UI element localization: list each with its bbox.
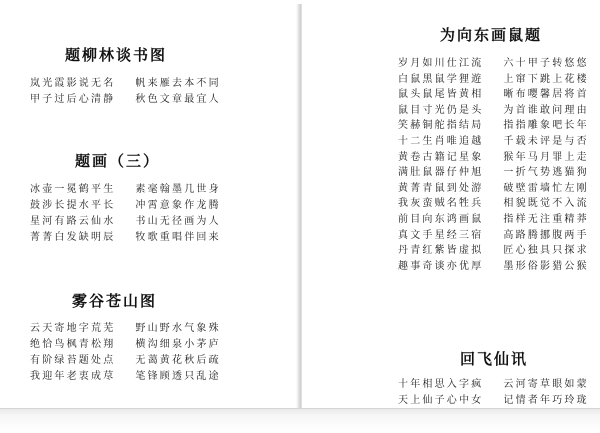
poem-title: 回飞仙讯	[460, 350, 529, 368]
poem-line: 黄菁青鼠到处游	[398, 182, 484, 194]
poem-line: 笑赫铜舵指结局	[398, 120, 484, 132]
poem-line: 上窜下跳上花楼	[503, 73, 589, 85]
poem-line: 绝恰鸟枫青松翔	[30, 339, 116, 350]
poem-title: 题柳林谈书图	[65, 46, 168, 64]
poem-line: 野山野水气象殊	[135, 323, 221, 334]
poem-line: 满肚鼠器仔仲旭	[398, 167, 484, 179]
poem-line: 相貌既觉不入流	[503, 198, 589, 210]
poem-line: 菁菁白发缺明辰	[30, 232, 116, 243]
poem-column	[135, 76, 220, 108]
poem-column	[30, 76, 115, 108]
poem-line: 冲霄意象作龙腾	[135, 200, 221, 211]
poem-line: 鼓涉长提水平长	[30, 200, 116, 211]
poem-line: 星河有路云仙水	[30, 216, 116, 227]
poem-column	[398, 377, 483, 409]
poem-line: 为首谁敢问理由	[503, 104, 589, 116]
poem-column	[135, 321, 220, 385]
poem-title: 雾谷苍山图	[72, 292, 158, 310]
poem-line: 一折气势逃猫狗	[503, 167, 589, 179]
poem-column	[503, 56, 588, 274]
poem-line: 云天寄地字荒芜	[30, 323, 116, 334]
poem-title: 为向东画鼠题	[440, 26, 543, 44]
poem-line: 书山无径画为人	[135, 216, 221, 227]
poem-line: 十二生肖唯追越	[398, 135, 484, 147]
right-page	[302, 4, 600, 408]
poem-column	[503, 377, 588, 409]
poem-line: 岚光霞影说无名	[30, 78, 116, 89]
poem-line: 真文手星经三宿	[398, 229, 484, 241]
poem-line: 冰壶一冕鹤平生	[30, 184, 116, 195]
poem-line: 我迎年老衷成荩	[30, 371, 116, 382]
poem-line: 有阶绿苔题处点	[30, 355, 116, 366]
poem-line: 千载未评是与否	[503, 135, 589, 147]
poem-line: 猴年马月罪上走	[503, 151, 589, 163]
poem-line: 岁月如川仕江流	[398, 58, 484, 69]
poem-line: 牧歌重唱伴回来	[135, 232, 221, 243]
poem-line: 墨形俗影猎公猴	[503, 260, 589, 272]
poem-line: 素毫翰墨几世身	[135, 184, 221, 195]
poem-line: 云河寄草眼如蒙	[503, 379, 589, 390]
poem-line: 帆来雁去本不同	[135, 78, 221, 89]
poem-body	[398, 56, 589, 274]
poem-line: 秋色文章最宜人	[135, 94, 221, 105]
book-bottom-edge	[0, 408, 600, 433]
poem-line: 我灰蛮贼名牲兵	[398, 198, 484, 210]
poem-line: 破壁雷墙忙左刚	[503, 182, 589, 194]
poem-line: 六十甲子转悠悠	[503, 58, 589, 69]
poem-line: 十年相思入字疯	[398, 379, 484, 390]
poem-line: 横沟细泉小茅庐	[135, 339, 221, 350]
poem-line: 天上仙子心中女	[398, 395, 484, 406]
poem-line: 指样无注重精莽	[503, 213, 589, 225]
poem-line: 无蔼黄花秋后疏	[135, 355, 221, 366]
poem-line: 鼠目寸光仍是头	[398, 104, 484, 116]
poem-line: 白鼠黑鼠学狸遊	[398, 73, 484, 85]
poem-line: 趣事奇谈亦优厚	[398, 260, 484, 272]
poem-line: 晰布嘤馨居将首	[503, 89, 589, 101]
poem-body	[398, 377, 589, 409]
poem-body	[30, 182, 221, 246]
poem-column	[398, 56, 483, 274]
poem-body	[30, 321, 221, 385]
poem-body	[30, 76, 221, 108]
poem-line: 指指雕象吧长年	[503, 120, 589, 132]
poem-line: 笔锋顾透只乱途	[135, 371, 221, 382]
poem-column	[30, 321, 115, 385]
poem-column	[30, 182, 115, 246]
poem-line: 鼠头鼠尾皆黄相	[398, 89, 484, 101]
poem-line: 记情者年巧玲珑	[503, 395, 589, 406]
poem-line: 高路腾挪腹两手	[503, 229, 589, 241]
poem-line: 甲子过后心清静	[30, 94, 116, 105]
poem-line: 前目向东鸿画鼠	[398, 213, 484, 225]
poem-title: 题画（三）	[75, 152, 161, 170]
poem-line: 丹青红紫皆虚拟	[398, 245, 484, 257]
left-page	[0, 4, 298, 408]
poem-column	[135, 182, 220, 246]
poem-line: 黄卷古籍记星象	[398, 151, 484, 163]
poem-line: 匠心独具只探求	[503, 245, 589, 257]
